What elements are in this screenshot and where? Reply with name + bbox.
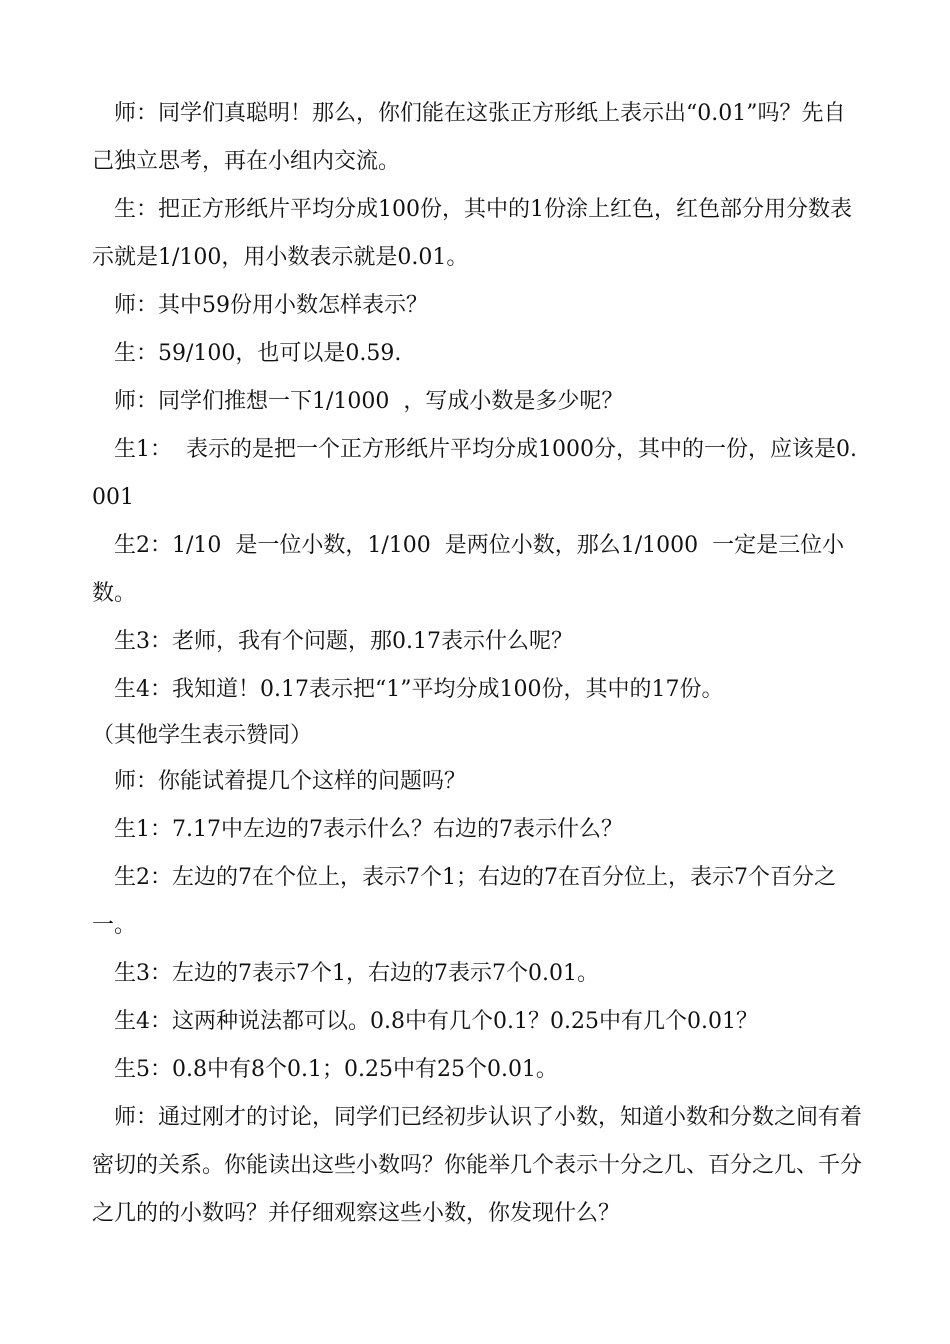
paragraph-teacher-question-0-01: 师：同学们真聪明！那么，你们能在这张正方形纸上表示出“0.01”吗？先自己独立思考，再在小组内交流。 xyxy=(92,101,846,174)
paragraph-teacher-summary: 师：通过刚才的讨论，同学们已经初步认识了小数，知道小数和分数之间有着密切的关系。你能读出这些小数吗？你能举几个表示十分之几、百分之几、千分之几的的小数吗？并仔细观察这些小数，你发现什么？ xyxy=(92,1105,863,1226)
paragraph-student1-7-17: 生1：7.17中左边的7表示什么？右边的7表示什么？ xyxy=(114,817,623,842)
paragraph-student2-digits: 生2：1/10 是一位小数，1/100 是两位小数，那么1/1000 一定是三位小数。 xyxy=(92,533,845,606)
paragraph-teacher-59: 师：其中59份用小数怎样表示？ xyxy=(114,293,428,318)
paragraph-others-agree: （其他学生表示赞同） xyxy=(92,723,313,748)
paragraph-student5-answer: 生5：0.8中有8个0.1；0.25中有25个0.01。 xyxy=(114,1057,558,1082)
paragraph-student3-place-value: 生3：左边的7表示7个1，右边的7表示7个0.01。 xyxy=(114,961,599,986)
paragraph-student-answer-1-100: 生：把正方形纸片平均分成100份，其中的1份涂上红色，红色部分用分数表示就是1/100，用小数表示就是0.01。 xyxy=(92,197,852,270)
paragraph-student2-place-value: 生2：左边的7在个位上，表示7个1；右边的7在百分位上，表示7个百分之一。 xyxy=(92,865,836,938)
document-body xyxy=(92,90,862,1238)
paragraph-student1-0-001: 生1： 表示的是把一个正方形纸片平均分成1000分，其中的一份，应该是0.001 xyxy=(92,437,857,510)
paragraph-student4-both-ok: 生4：这两种说法都可以。0.8中有几个0.1？0.25中有几个0.01？ xyxy=(114,1009,758,1034)
paragraph-teacher-ask-questions: 师：你能试着提几个这样的问题吗？ xyxy=(114,769,467,794)
paragraph-teacher-1-1000: 师：同学们推想一下1/1000 ，写成小数是多少呢？ xyxy=(114,389,624,414)
paragraph-student-59: 生：59/100，也可以是0.59. xyxy=(114,341,402,366)
paragraph-student4-answer: 生4：我知道！0.17表示把“1”平均分成100份，其中的17份。 xyxy=(114,677,724,702)
paragraph-student3-question: 生3：老师，我有个问题，那0.17表示什么呢？ xyxy=(114,629,573,654)
